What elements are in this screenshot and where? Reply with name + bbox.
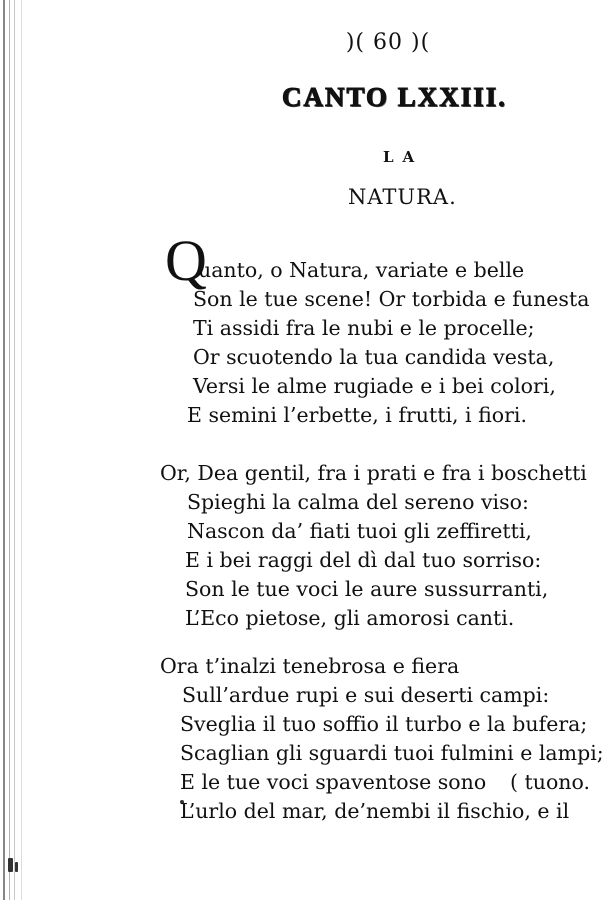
ink-speck xyxy=(15,862,18,872)
verse-line: L’Eco pietose, gli amorosi canti. xyxy=(185,606,515,630)
verse-line: Ti assidi fra le nubi e le procelle; xyxy=(193,316,535,340)
verse-line: E i bei raggi del dì dal tuo sorriso: xyxy=(185,548,542,572)
ink-speck xyxy=(8,858,13,872)
drop-cap: Q xyxy=(165,228,207,293)
verse-line: Sveglia il tuo soffio il turbo e la bufera; xyxy=(180,712,588,736)
verse-line: Son le tue voci le aure sussurranti, xyxy=(185,577,549,601)
verse-line: Scaglian gli sguardi tuoi fulmini e lampi; xyxy=(180,741,604,765)
verse-line: Or scuotendo la tua candida vesta, xyxy=(193,345,555,369)
verse-line: L’urlo del mar, de’nembi il fischio, e il xyxy=(180,799,570,823)
verse-line: Sull’ardue rupi e sui deserti campi: xyxy=(182,683,550,707)
verse-line: Versi le alme rugiade e i bei colori, xyxy=(193,374,556,398)
verse-line: Ora t’inalzi tenebrosa e fiera xyxy=(160,654,460,678)
verse-line: Nascon da’ fiati tuoi gli zeffiretti, xyxy=(187,519,532,543)
subtitle-la: LA xyxy=(383,148,424,166)
verse-line-turnover: ( tuono. xyxy=(510,770,590,794)
verse-line: Or, Dea gentil, fra i prati e fra i boschetti xyxy=(160,461,587,485)
subtitle-natura: NATURA. xyxy=(348,185,457,209)
page-number: )( 60 )( xyxy=(345,30,431,55)
verse-line: uanto, o Natura, variate e belle xyxy=(198,258,525,282)
verse-line: E semini l’erbette, i frutti, i fiori. xyxy=(187,403,527,427)
page-gutter xyxy=(0,0,30,900)
canto-title: CANTO LXXIII. xyxy=(282,82,508,112)
verse-line: Son le tue scene! Or torbida e funesta xyxy=(193,287,590,311)
verse-line: Spieghi la calma del sereno viso: xyxy=(187,490,529,514)
verse-line: E le tue voci spaventose sono xyxy=(180,770,487,794)
